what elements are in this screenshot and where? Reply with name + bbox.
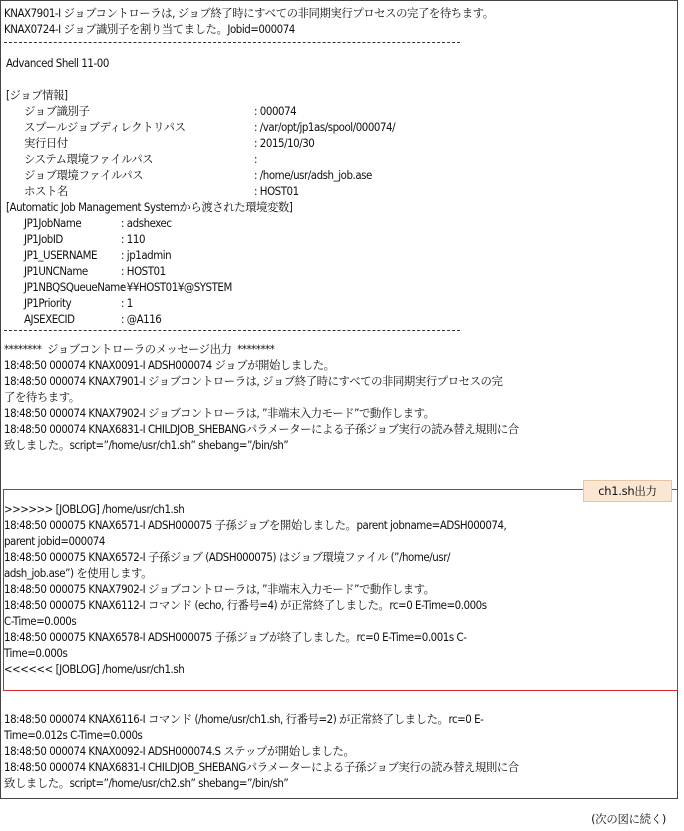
log-line: 18:48:50 000074 KNAX6831-I CHILDJOB_SHEBANGパラメーターによる子孫ジョブ実行の読み替え規則に合: [4, 760, 519, 774]
job-info-heading: [ジョブ情報]: [6, 88, 68, 102]
log-line: 18:48:50 000074 KNAX0092-I ADSH000074.S ステップが開始しました。: [4, 744, 355, 758]
continuation-note: (次の図に続く): [591, 812, 666, 826]
joblog-end-line: <<<<<< [JOBLOG] /home/usr/ch1.sh: [4, 662, 185, 676]
job-info-key: ホスト名: [24, 184, 68, 198]
env-var-value: : ¥¥HOST01¥@SYSTEM: [121, 280, 232, 294]
env-var-value: : @A116: [121, 312, 162, 326]
env-var-key: JP1NBQSQueueName: [24, 280, 126, 294]
job-info-value: : HOST01: [254, 184, 299, 198]
env-var-value: : 1: [121, 296, 133, 310]
env-var-value: : HOST01: [121, 264, 166, 278]
log-line: adsh_job.ase”) を使用します。: [4, 566, 153, 580]
env-vars-heading: [Automatic Job Management Systemから渡された環境変数]: [6, 200, 293, 214]
log-line: 了を待ちます。: [4, 390, 80, 404]
log-line: Time=0.012s C-Time=0.000s: [4, 728, 143, 742]
env-var-key: JP1Priority: [24, 296, 72, 310]
log-line: 18:48:50 000074 KNAX6116-I コマンド (/home/usr/ch1.sh, 行番号=2) が正常終了しました。rc=0 E-: [4, 712, 484, 726]
log-line: 致しました。script=”/home/usr/ch1.sh” shebang=”/bin/sh”: [4, 438, 289, 452]
env-var-value: : adshexec: [121, 216, 172, 230]
env-var-key: JP1_USERNAME: [24, 248, 98, 262]
env-var-key: JP1JobID: [24, 232, 63, 246]
log-line: 18:48:50 000075 KNAX6112-I コマンド (echo, 行番号=4) が正常終了しました。rc=0 E-Time=0.000s: [4, 598, 487, 612]
job-info-value: :: [254, 152, 258, 166]
job-info-value: : /var/opt/jp1as/spool/000074/: [254, 120, 396, 134]
joblog-start-line: >>>>>> [JOBLOG] /home/usr/ch1.sh: [4, 502, 185, 516]
env-var-key: AJSEXECID: [24, 312, 75, 326]
child-job-output-label: ch1.sh出力: [583, 480, 672, 502]
log-line: 18:48:50 000074 KNAX6831-I CHILDJOB_SHEBANGパラメーターによる子孫ジョブ実行の読み替え規則に合: [4, 422, 519, 436]
env-var-value: : 110: [121, 232, 146, 246]
log-line: KNAX7901-I ジョブコントローラは, ジョブ終了時にすべての非同期実行プロセスの完了を待ちます。: [4, 6, 494, 20]
separator: [4, 330, 460, 331]
env-var-key: JP1JobName: [24, 216, 82, 230]
log-line: 18:48:50 000075 KNAX6572-I 子孫ジョブ (ADSH000075) はジョブ環境ファイル (”/home/usr/: [4, 550, 450, 564]
log-line: C-Time=0.000s: [4, 614, 77, 628]
job-info-value: : /home/usr/adsh_job.ase: [254, 168, 372, 182]
job-info-key: ジョブ環境ファイルパス: [24, 168, 144, 182]
controller-heading: ******** ジョブコントローラのメッセージ出力 ********: [4, 342, 275, 356]
env-var-key: JP1UNCName: [24, 264, 88, 278]
job-info-key: ジョブ識別子: [24, 104, 90, 118]
log-line: 18:48:50 000074 KNAX7902-I ジョブコントローラは, ”非端末入力モード”で動作します。: [4, 406, 435, 420]
log-line: 18:48:50 000075 KNAX7902-I ジョブコントローラは, ”非端末入力モード”で動作します。: [4, 582, 435, 596]
log-line: Time=0.000s: [4, 646, 68, 660]
job-info-value: : 000074: [254, 104, 297, 118]
job-info-key: システム環境ファイルパス: [24, 152, 154, 166]
log-line: 18:48:50 000075 KNAX6578-I ADSH000075 子孫ジョブが終了しました。rc=0 E-Time=0.001s C-: [4, 630, 467, 644]
log-line: KNAX0724-I ジョブ識別子を割り当てました。Jobid=000074: [4, 22, 295, 36]
separator: [4, 42, 460, 43]
log-line: 18:48:50 000074 KNAX7901-I ジョブコントローラは, ジョブ終了時にすべての非同期実行プロセスの完: [4, 374, 503, 388]
log-line: 18:48:50 000074 KNAX0091-I ADSH000074 ジョブが開始しました。: [4, 358, 335, 372]
product-version: Advanced Shell 11-00: [6, 56, 109, 70]
job-info-key: 実行日付: [24, 136, 68, 150]
log-line: 18:48:50 000075 KNAX6571-I ADSH000075 子孫ジョブを開始しました。parent jobname=ADSH000074,: [4, 518, 507, 532]
job-info-value: : 2015/10/30: [254, 136, 315, 150]
log-line: 致しました。script=”/home/usr/ch2.sh” shebang=”/bin/sh”: [4, 776, 289, 790]
job-info-key: スプールジョブディレクトリパス: [24, 120, 186, 134]
log-line: parent jobid=000074: [4, 534, 105, 548]
env-var-value: : jp1admin: [121, 248, 172, 262]
